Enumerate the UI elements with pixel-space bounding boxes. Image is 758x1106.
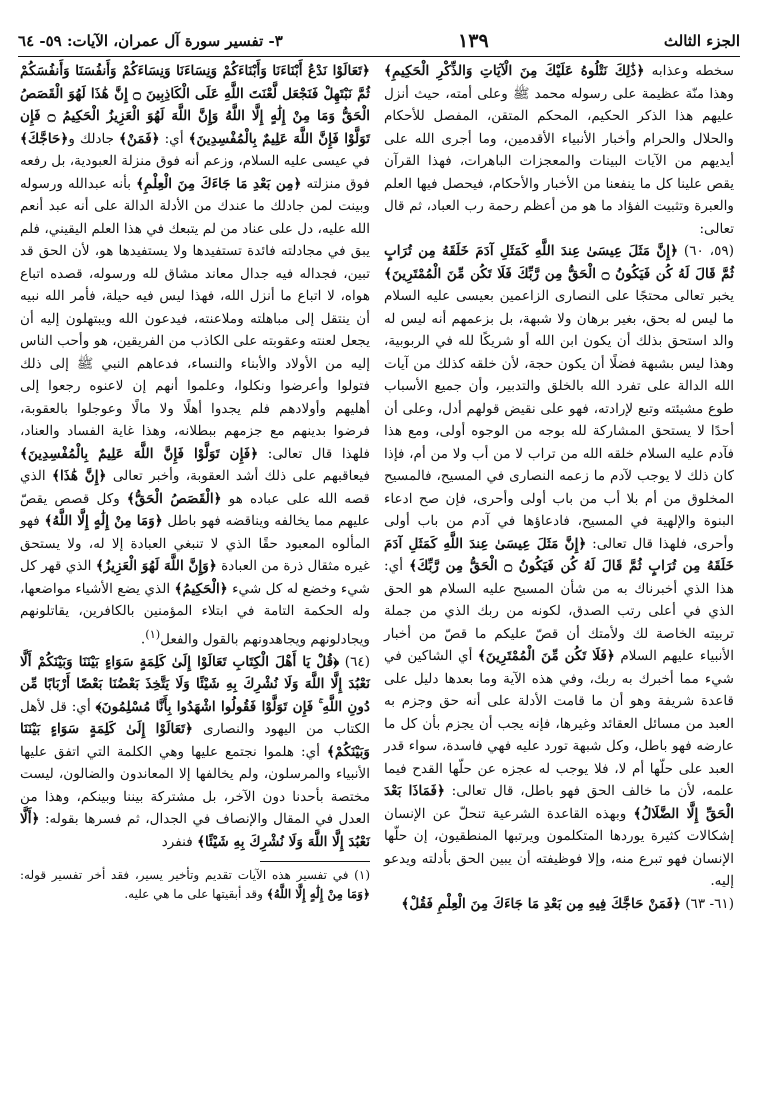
quran-quote: ﴿تَعَالَوْا إِلَىٰ كَلِمَةٍ سَوَاءٍ بَيْنَنَا وَبَيْنَكُمْ﴾ — [20, 721, 370, 760]
page-header — [18, 28, 740, 54]
text-run: الذي يضع الأشياء مواضعها، وله الحكمة التامة في ابتلاء المؤمنين بالكافرين، يقاتلونهم ويجادلونهم ويجاهدونهم بالقول والفعل — [20, 580, 370, 648]
quran-quote: ﴿ذَٰلِكَ نَتْلُوهُ عَلَيْكَ مِنَ الْآيَاتِ وَالذِّكْرِ الْحَكِيمِ﴾ — [384, 63, 645, 79]
text-run: (٦١- ٦٣) — [680, 895, 734, 912]
quran-quote: ﴿الْحَكِيمُ﴾ — [174, 580, 228, 597]
paragraph — [20, 651, 370, 854]
text-run: أي: هذا الذي أخبرناك به من شأن المسيح عليه السلام هو الحق الذي في أعلى رتب الصدق، لكونه من ربك الذي من جملة تربيته الخاصة لك ولأمتك أن قصّ عليكم ما قصّ من أخبار الأنبياء عليهم السلام — [384, 558, 734, 664]
text-run: (١) في تفسير هذه الآيات تقديم وتأخير يسير، فقد أخر تفسير قوله: — [20, 868, 371, 883]
right-column-text — [384, 60, 734, 915]
text-run: الذي قهر كل شيء وخضع له كل شيء — [20, 558, 370, 597]
page-number: ١٣٩ — [458, 30, 489, 52]
text-run: . — [140, 631, 146, 648]
quran-quote: ﴿إِنَّ مَثَلَ عِيسَىٰ عِندَ اللَّهِ كَمَثَلِ آدَمَ خَلَقَهُ مِن تُرَابٍ ثُمَّ قَالَ لَهُ كُن فَيَكُونُ ۝ الْحَقُّ مِن رَّبِّكَ فَلَا تَكُن مِّنَ الْمُمْتَرِينَ﴾ — [384, 243, 735, 282]
text-run: فنفرد — [161, 833, 198, 850]
right-column — [384, 60, 734, 915]
paragraph — [20, 60, 370, 651]
quran-quote: ﴿فَإِن تَوَلَّوْا فَإِنَّ اللَّهَ عَلِيمٌ بِالْمُفْسِدِينَ﴾ — [20, 445, 259, 462]
quran-quote: ﴿فَلَا تَكُن مِّنَ الْمُمْتَرِينَ﴾ — [477, 648, 615, 664]
quran-quote: ﴿إِنَّ هَٰذَا﴾ — [52, 468, 107, 484]
text-run: فيعاقبهم على ذلك أشد العقوبة، وأخبر تعالى — [106, 468, 370, 484]
quran-quote: ﴿وَمَا مِنْ إِلَٰهٍ إِلَّا اللَّهُ﴾ — [266, 887, 370, 902]
quran-quote: ﴿فَمَنْ حَاجَّكَ فِيهِ مِن بَعْدِ مَا جَاءَكَ مِنَ الْعِلْمِ فَقُلْ﴾ — [401, 895, 681, 912]
paragraph — [384, 240, 734, 893]
text-run: (٦٤) — [339, 653, 370, 670]
text-run: فهو المألوه المعبود حقًا الذي لا تنبغي العبادة إلا له، ولا يستحق غيره مثقال ذرة من العبادة — [20, 513, 370, 574]
text-run: أي الشاكين في شيء مما أخبرك به ربك، وفي هذه الآية وما بعدها دليل على قاعدة شريفة وهو أن ما قامت الأدلة على أنه حق وجزم به العبد من مسائل العقائد وغيرها، فإنه يجب أن يجزم بأن كل ما عارضه فهو باطل، وكل شبهة تورد عليه فهي فاسدة، سواء قدر العبد على حلّها أم لا، فلا يوجب له عجزه عن حلّها القدح فيما علمه، لأن ما خالف الحق فهو باطل، قال تعالى: — [384, 648, 734, 799]
text-run: أي: — [159, 130, 189, 147]
left-column — [20, 60, 370, 904]
text-run: وهذا منّة عظيمة على رسوله محمد ﷺ وعلى أمته، حيث أنزل عليهم هذا الذكر الحكيم، المحكم المتقن، المفصل للأحكام والحلال والحرام وأخبار الأنبياء الأقدمين، وما أجرى الله على أيديهم من الآيات البينات والمعجزات الباهرات، فهذا القرآن يقص علينا كل ما ينفعنا من الأخبار والأحكام، فيحصل فيها العلم والعبرة وتثبيت الفؤاد ما هو من أعظم رحمة رب العباد، ثم قال تعالى: — [384, 85, 734, 237]
header-rule — [18, 56, 740, 57]
quran-quote: ﴿تَعَالَوْا نَدْعُ أَبْنَاءَنَا وَأَبْنَاءَكُمْ وَنِسَاءَنَا وَنِسَاءَكُمْ وَأَنفُسَنَا وَأَنفُسَكُمْ ثُمَّ نَبْتَهِلْ فَنَجْعَل لَّعْنَتَ اللَّهِ عَلَى الْكَاذِبِينَ ۝ إِنَّ هَٰذَا لَهُوَ الْقَصَصُ الْحَقُّ وَمَا مِنْ إِلَٰهٍ إِلَّا اللَّهُ وَإِنَّ اللَّهَ لَهُوَ الْعَزِيزُ الْحَكِيمُ ۝ فَإِن تَوَلَّوْا فَإِنَّ اللَّهَ عَلِيمٌ بِالْمُفْسِدِينَ﴾ — [20, 63, 371, 147]
text-run: وبهذه القاعدة الشرعية تنحلّ عن الإنسان إشكالات كثيرة يوردها المتكلمون ويرتبها المنطقيون، إن حلّها الإنسان فهو تبرع منه، وإلا فوظيفته أن يبين الحق بأدلته ويدعو إليه. — [384, 805, 734, 889]
text-run: بأنه عبدالله ورسوله وبينت لمن جادلك ما عندك من الأدلة الدالة على أنه عبد أنعم الله عليه، دل على عناد من لم يتبعك في هذا العلم اليقيني، فلم يبق في مجادلته فائدة تستفيدها ولا يستفيدها هو، لأن الحق قد تبين، فجداله فيه جدال معاند مشاق لله ورسوله، قصده اتباع هواه، لا اتباع ما أنزل الله، فهذا ليس فيه حيلة، فأمر الله نبيه أن ينتقل إلى مباهلته وملاعنته، فيدعون الله ويبتهلون إليه أن يجعل لعنته وعقوبته على الكاذب من الفريقين، هو وأحب الناس إليه من الأولاد والأبناء والنساء، فدعاهم النبي ﷺ إلى ذلك فتولوا وأعرضوا ونكلوا، وعلموا أنهم إن لاعنوه رجعوا إلى أهليهم وأولادهم فلم يجدوا أهلًا ولا مالًا وعوجلوا بالعقوبة، فرضوا بدينهم مع جزمهم ببطلانه، وهذا غاية الفساد والعناد، فلهذا قال تعالى: — [20, 175, 370, 462]
quran-quote: ﴿الْقَصَصُ الْحَقُّ﴾ — [126, 490, 222, 507]
footnote — [20, 866, 370, 904]
text-run: جادلك و — [68, 130, 120, 147]
text-run: يخبر تعالى محتجًا على النصارى الزاعمين بعيسى عليه السلام ما ليس له بحق، بغير برهان ولا شبهة، بل بزعمهم أنه ليس له والد استحق بذلك أن يكون ابن الله أو شريكًا لله في الربوبية، وهذا ليس بشبهة فضلًا أن يكون حجة، لأن خلقه كذلك من آيات الله الدالة على تفرد الله بالخلق والتدبير، وأن جميع الأسباب طوع مشيئته وتبع لإرادته، فهو على نقيض قولهم أدل، وعلى أن أحدًا لا يستحق المشاركة لله بوجه من الوجوه أولى، ومع هذا فآدم عليه السلام خلقه الله من تراب لا من أب ولا من أم، فإذا كان ذلك لا يوجب لآدم ما زعمه النصارى في المسيح، فالمسيح المخلوق من أم بلا أب من باب أولى وأحرى، فإن صح ادعاء البنوة والإلهية في المسيح، فادعاؤها في آدم من باب أولى وأحرى، فلهذا قال تعالى: — [384, 288, 734, 552]
text-run: وكل قصص يقصّ عليهم مما يخالفه ويناقضه فهو باطل — [20, 490, 371, 529]
text-run: أي: قل لأهل الكتاب من اليهود والنصارى — [20, 698, 370, 738]
text-run: وقد أبقيتها على ما هي عليه. — [124, 887, 267, 902]
text-run: الذي قصه الله على عباده هو — [20, 468, 370, 507]
quran-quote: ﴿إِنَّ مَثَلَ عِيسَىٰ عِندَ اللَّهِ كَمَثَلِ آدَمَ خَلَقَهُ مِن تُرَابٍ ثُمَّ قَالَ لَهُ كُن فَيَكُونُ ۝ الْحَقُّ مِن رَّبِّكَ﴾ — [384, 535, 734, 574]
quran-quote: ﴿أَلَّا نَعْبُدَ إِلَّا اللَّهَ وَلَا نُشْرِكَ بِهِ شَيْئًا﴾ — [20, 811, 370, 850]
paragraph — [384, 60, 734, 240]
footnote-rule — [260, 861, 370, 862]
left-column-text — [20, 60, 370, 853]
chapter-title: ٣- تفسير سورة آل عمران، الآيات: ٥٩- ٦٤ — [18, 32, 283, 50]
part-title: الجزء الثالث — [663, 32, 740, 50]
footnote-marker: (١) — [145, 626, 161, 641]
quran-quote: ﴿فَمَنْ﴾ — [119, 130, 160, 147]
text-run: سخطه وعذابه — [644, 63, 735, 79]
quran-quote: ﴿فَمَاذَا بَعْدَ الْحَقِّ إِلَّا الضَّلَالُ﴾ — [384, 783, 734, 822]
paragraph — [384, 893, 734, 916]
quran-quote: ﴿وَمَا مِنْ إِلَٰهٍ إِلَّا اللَّهُ﴾ — [44, 513, 163, 529]
quran-quote: ﴿وَإِنَّ اللَّهَ لَهُوَ الْعَزِيزُ﴾ — [95, 558, 217, 574]
text-run: (٥٩، ٦٠) — [678, 243, 734, 259]
text-run: أي: هلموا نجتمع عليها وهي الكلمة التي اتفق عليها الأنبياء والمرسلون، ولم يخالفها إلا المعاندون والضالون، ليست مختصة بأحدنا دون الآخر، بل مشتركة بيننا وبينكم، وهذا من العدل في المقال والإنصاف في الجدال، ثم فسرها بقوله: — [20, 743, 370, 828]
quran-quote: ﴿حَاجَّكَ﴾ — [20, 130, 69, 147]
text-run: في عيسى عليه السلام، وزعم أنه فوق منزلة العبودية، بل رفعه فوق منزلته — [20, 153, 370, 192]
quran-quote: ﴿مِن بَعْدِ مَا جَاءَكَ مِنَ الْعِلْمِ﴾ — [136, 175, 302, 192]
quran-quote: ﴿قُلْ يَا أَهْلَ الْكِتَابِ تَعَالَوْا إِلَىٰ كَلِمَةٍ سَوَاءٍ بَيْنَنَا وَبَيْنَكُمْ أَلَّا نَعْبُدَ إِلَّا اللَّهَ وَلَا نُشْرِكَ بِهِ شَيْئًا وَلَا يَتَّخِذَ بَعْضُنَا بَعْضًا أَرْبَابًا مِّن دُونِ اللَّهِ ۚ فَإِن تَوَلَّوْا فَقُولُوا اشْهَدُوا بِأَنَّا مُسْلِمُونَ﴾ — [20, 653, 370, 715]
